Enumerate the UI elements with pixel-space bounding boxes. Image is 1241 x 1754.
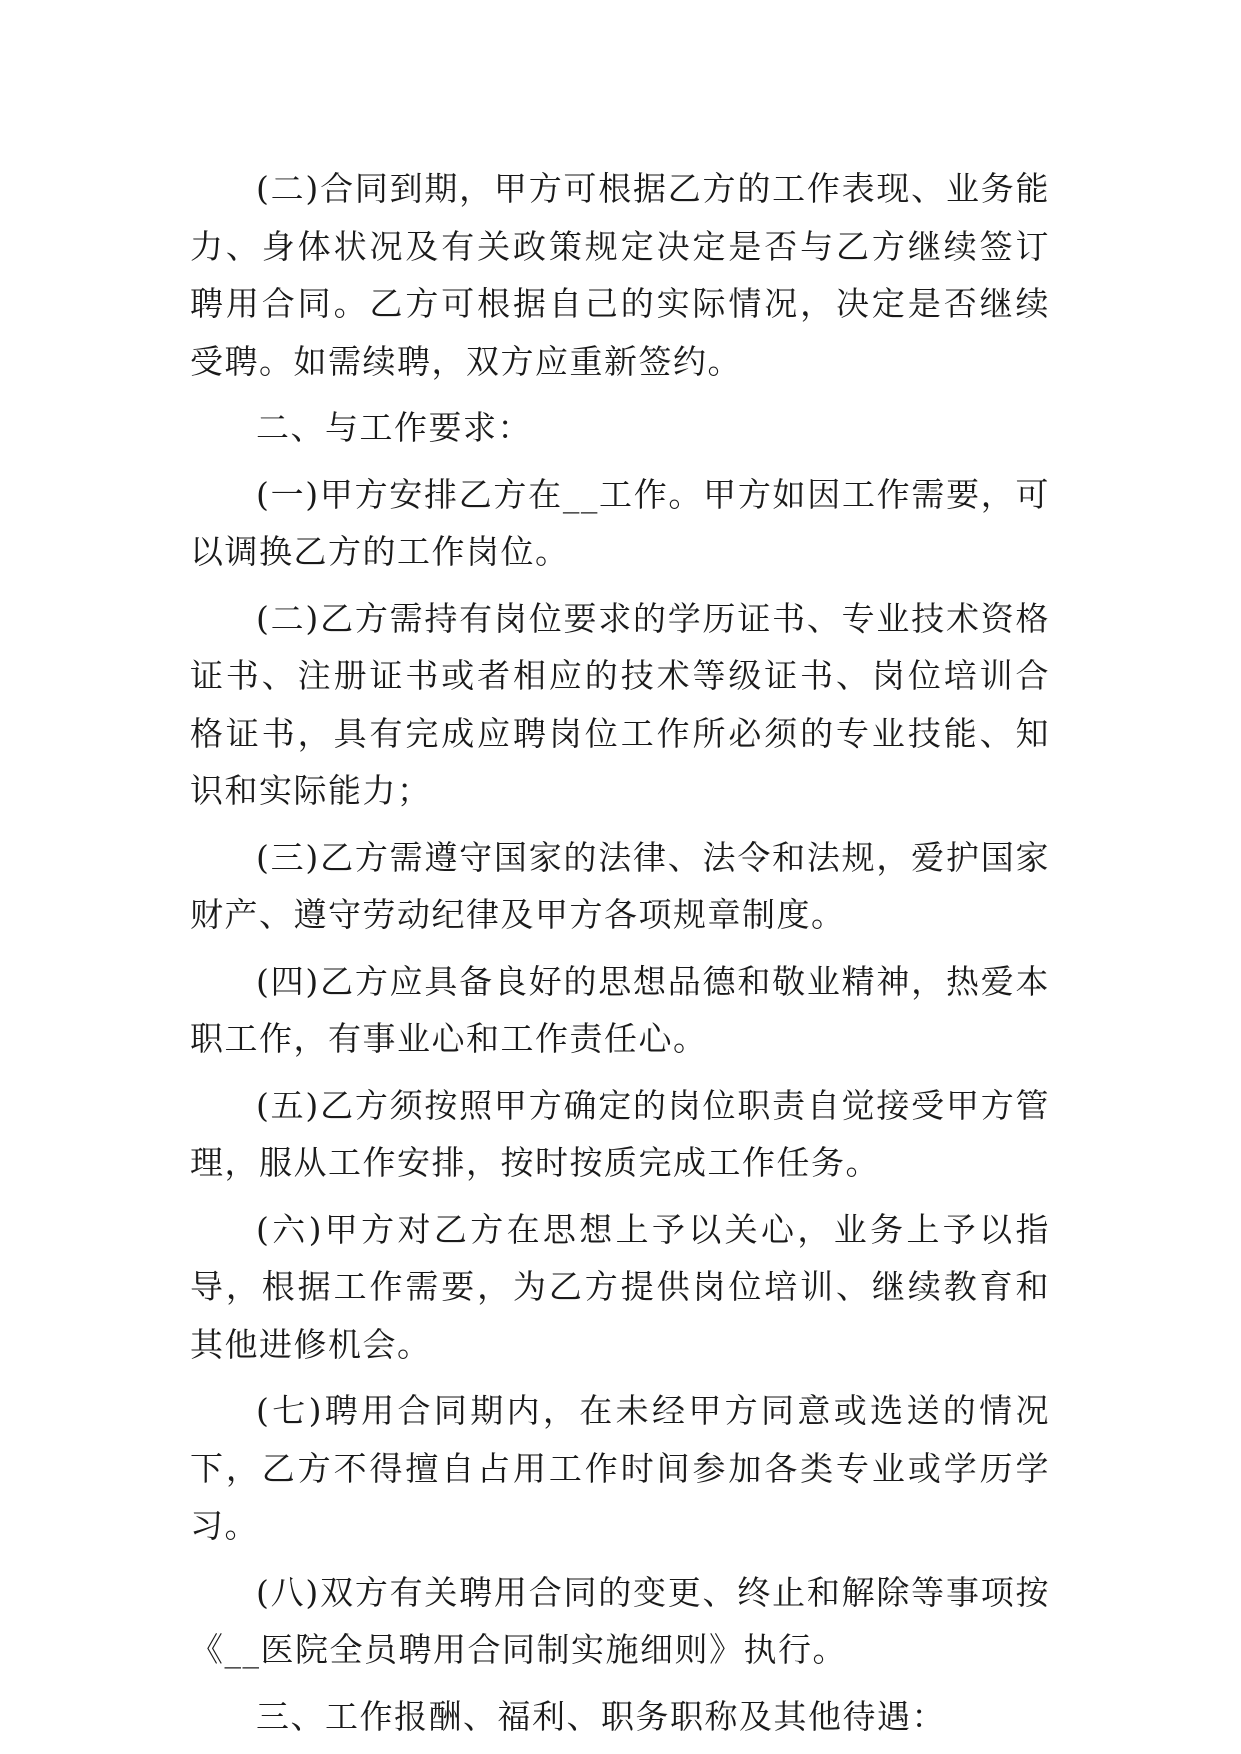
paragraph-study-restriction: (七)聘用合同期内，在未经甲方同意或选送的情况下，乙方不得擅自占用工作时间参加各类专业或学历学习。: [190, 1391, 1050, 1545]
paragraph-training: (六)甲方对乙方在思想上予以关心，业务上予以指导，根据工作需要，为乙方提供岗位培训、继续教育和其他进修机会。: [190, 1209, 1050, 1364]
paragraph-accept-management: (五)乙方须按照甲方确定的岗位职责自觉接受甲方管理，服从工作安排，按时按质完成工作任务。: [190, 1085, 1050, 1182]
paragraph-moral-character: (四)乙方应具备良好的思想品德和敬业精神，热爱本职工作，有事业心和工作责任心。: [190, 961, 1050, 1058]
section-heading-work-requirements: 二、与工作要求：: [256, 408, 532, 447]
section-heading-compensation: 三、工作报酬、福利、职务职称及其他待遇：: [256, 1696, 946, 1736]
paragraph-certificates: (二)乙方需持有岗位要求的学历证书、专业技术资格证书、注册证书或者相应的技术等级证书、岗位培训合格证书，具有完成应聘岗位工作所必须的专业技能、知识和实际能力；: [190, 598, 1050, 810]
paragraph-contract-renewal: (二)合同到期，甲方可根据乙方的工作表现、业务能力、身体状况及有关政策规定决定是否与乙方继续签订聘用合同。乙方可根据自己的实际情况，决定是否继续受聘。如需续聘，双方应重新签约。: [190, 169, 1050, 381]
paragraph-obey-laws: (三)乙方需遵守国家的法律、法令和法规，爱护国家财产、遵守劳动纪律及甲方各项规章制度。: [190, 837, 1050, 934]
document-body: [190, 160, 1050, 1754]
paragraph-work-assignment: (一)甲方安排乙方在__工作。甲方如因工作需要，可以调换乙方的工作岗位。: [190, 474, 1050, 571]
paragraph-contract-changes: (八)双方有关聘用合同的变更、终止和解除等事项按《__医院全员聘用合同制实施细则》执行。: [190, 1572, 1050, 1669]
